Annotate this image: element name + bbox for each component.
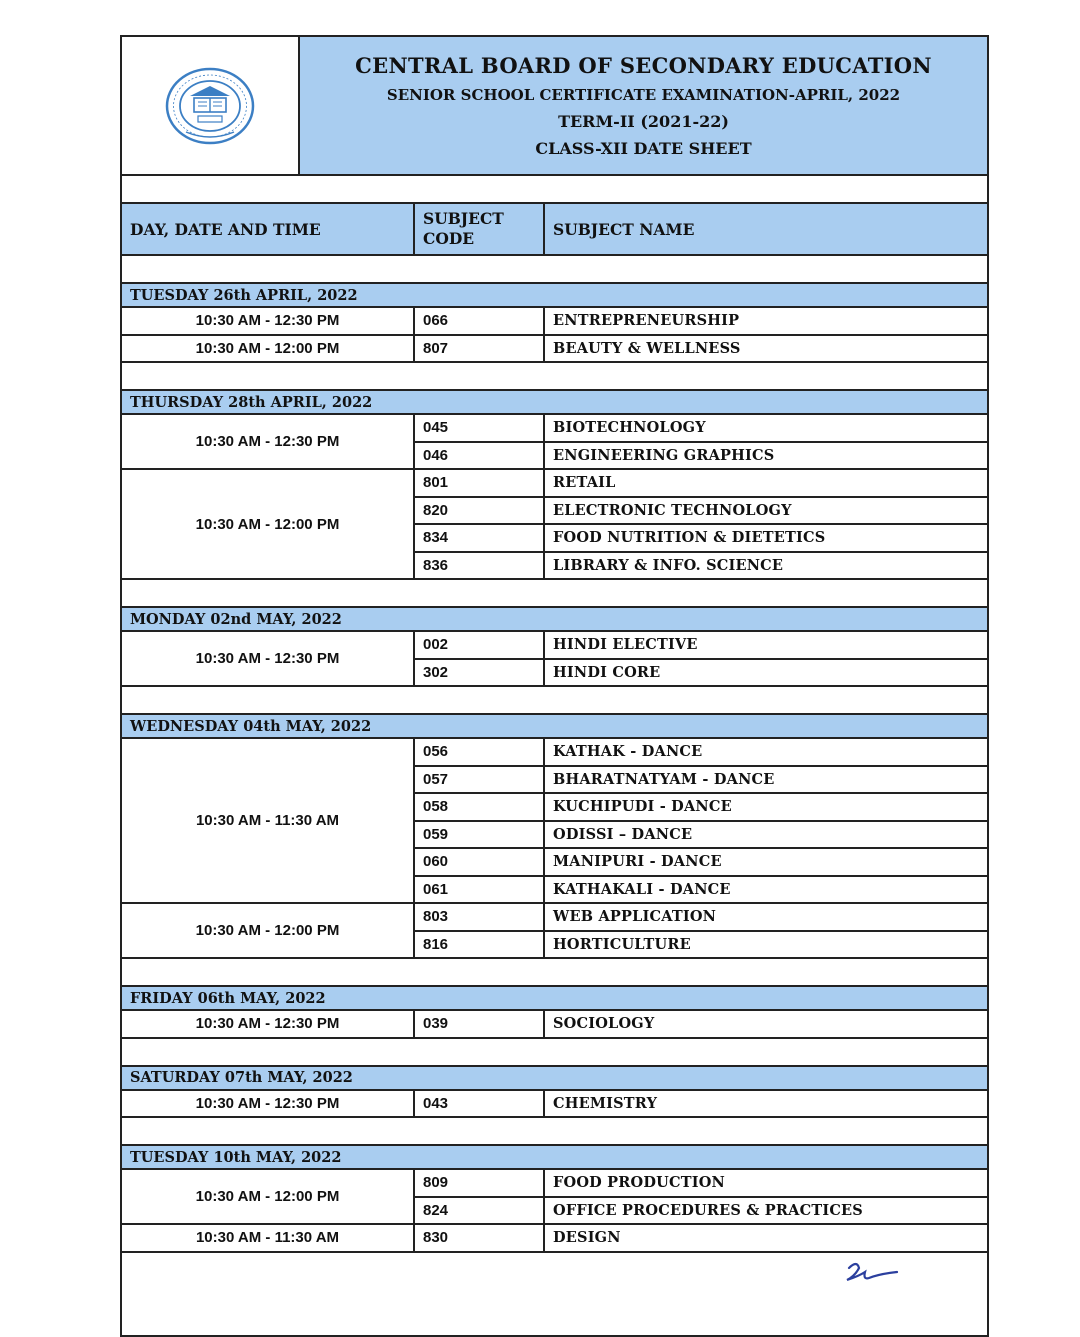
day-header-row: WEDNESDAY 04th MAY, 2022 <box>122 715 987 739</box>
subject-code: 066 <box>415 308 545 334</box>
table-row <box>415 930 987 958</box>
time-group <box>122 415 987 470</box>
subject-name: KATHAK - DANCE <box>553 743 703 761</box>
header <box>122 37 987 176</box>
subject-code: 830 <box>415 1225 545 1251</box>
sheet-title: CLASS-XII DATE SHEET <box>535 139 752 158</box>
time-group <box>122 739 987 904</box>
cbse-emblem-logo <box>164 66 256 146</box>
table-row <box>415 308 987 334</box>
table-row <box>415 658 987 686</box>
exam-time: 10:30 AM - 11:30 AM <box>122 1225 415 1251</box>
subject-name: HINDI CORE <box>553 663 661 681</box>
subject-code: 002 <box>415 632 545 658</box>
spacer-row <box>122 580 987 608</box>
subject-code: 809 <box>415 1170 545 1196</box>
column-header-name: SUBJECT NAME <box>553 219 695 239</box>
exam-time: 10:30 AM - 12:30 PM <box>122 632 415 685</box>
subject-name: ODISSI – DANCE <box>553 825 693 843</box>
table-row <box>415 1091 987 1117</box>
subject-code: 816 <box>415 932 545 958</box>
subject-code: 836 <box>415 553 545 579</box>
subject-name: ENGINEERING GRAPHICS <box>553 446 775 464</box>
subject-name: KUCHIPUDI - DANCE <box>553 798 732 816</box>
subject-name: ENTREPRENEURSHIP <box>553 312 740 330</box>
spacer-row <box>122 363 987 391</box>
table-row <box>415 904 987 930</box>
subject-name: HINDI ELECTIVE <box>553 636 698 654</box>
column-header-day: DAY, DATE AND TIME <box>122 204 415 254</box>
time-group <box>122 336 987 364</box>
table-row <box>415 415 987 441</box>
subject-list <box>415 1011 987 1037</box>
subject-name: LIBRARY & INFO. SCIENCE <box>553 556 784 574</box>
time-group <box>122 1011 987 1039</box>
subject-list <box>415 1225 987 1251</box>
subject-name: DESIGN <box>553 1229 621 1247</box>
subject-name: OFFICE PROCEDURES & PRACTICES <box>553 1201 863 1219</box>
spacer-row <box>122 959 987 987</box>
column-header-row <box>122 204 987 256</box>
exam-time: 10:30 AM - 12:00 PM <box>122 904 415 957</box>
exam-time: 10:30 AM - 12:30 PM <box>122 308 415 334</box>
subject-name: BEAUTY & WELLNESS <box>553 339 741 357</box>
spacer-row <box>122 1118 987 1146</box>
subject-name: SOCIOLOGY <box>553 1015 655 1033</box>
table-row <box>415 820 987 848</box>
subject-code: 803 <box>415 904 545 930</box>
date-sheet <box>120 35 989 1337</box>
subject-list <box>415 739 987 902</box>
table-row <box>415 765 987 793</box>
time-group <box>122 904 987 959</box>
table-row <box>415 551 987 579</box>
table-row <box>415 847 987 875</box>
table-row <box>415 739 987 765</box>
subject-list <box>415 1091 987 1117</box>
term-title: TERM-II (2021-22) <box>558 112 729 131</box>
subject-code: 061 <box>415 877 545 903</box>
logo-cell <box>122 37 300 174</box>
table-row <box>415 1196 987 1224</box>
subject-code: 807 <box>415 336 545 362</box>
title-block <box>300 37 987 174</box>
exam-time: 10:30 AM - 12:30 PM <box>122 415 415 468</box>
time-group <box>122 470 987 580</box>
subject-code: 058 <box>415 794 545 820</box>
subject-name: FOOD PRODUCTION <box>553 1174 725 1192</box>
exam-title: SENIOR SCHOOL CERTIFICATE EXAMINATION-APRIL, 2022 <box>386 86 901 104</box>
subject-list <box>415 336 987 362</box>
spacer-row <box>122 687 987 715</box>
subject-code: 043 <box>415 1091 545 1117</box>
table-row <box>415 1011 987 1037</box>
subject-code: 060 <box>415 849 545 875</box>
subject-name: BIOTECHNOLOGY <box>553 419 706 437</box>
subject-name: WEB APPLICATION <box>553 908 717 926</box>
exam-time: 10:30 AM - 11:30 AM <box>122 739 415 902</box>
subject-list <box>415 632 987 685</box>
day-header-row: MONDAY 02nd MAY, 2022 <box>122 608 987 632</box>
exam-time: 10:30 AM - 12:30 PM <box>122 1011 415 1037</box>
day-header-row: SATURDAY 07th MAY, 2022 <box>122 1067 987 1091</box>
table-row <box>415 632 987 658</box>
subject-code: 302 <box>415 660 545 686</box>
spacer-row <box>122 176 987 204</box>
subject-code: 834 <box>415 525 545 551</box>
subject-name: CHEMISTRY <box>553 1094 658 1112</box>
subject-name: KATHAKALI - DANCE <box>553 880 731 898</box>
board-title: CENTRAL BOARD OF SECONDARY EDUCATION <box>355 53 932 78</box>
table-row <box>415 1225 987 1251</box>
subject-code: 820 <box>415 498 545 524</box>
subject-code: 801 <box>415 470 545 496</box>
exam-time: 10:30 AM - 12:00 PM <box>122 336 415 362</box>
table-row <box>415 523 987 551</box>
table-row <box>415 441 987 469</box>
exam-time: 10:30 AM - 12:00 PM <box>122 1170 415 1223</box>
exam-time: 10:30 AM - 12:00 PM <box>122 470 415 578</box>
subject-name: BHARATNATYAM - DANCE <box>553 770 775 788</box>
table-row <box>415 1170 987 1196</box>
subject-code: 056 <box>415 739 545 765</box>
table-row <box>415 496 987 524</box>
day-header-row: TUESDAY 10th MAY, 2022 <box>122 1146 987 1170</box>
spacer-row <box>122 1039 987 1067</box>
table-row <box>415 875 987 903</box>
subject-list <box>415 904 987 957</box>
subject-code: 057 <box>415 767 545 793</box>
subject-code: 045 <box>415 415 545 441</box>
time-group <box>122 308 987 336</box>
day-header-row: FRIDAY 06th MAY, 2022 <box>122 987 987 1011</box>
subject-code: 039 <box>415 1011 545 1037</box>
handwritten-signature <box>843 1258 903 1288</box>
subject-name: MANIPURI - DANCE <box>553 853 722 871</box>
table-row <box>415 470 987 496</box>
subject-code: 824 <box>415 1198 545 1224</box>
subject-name: HORTICULTURE <box>553 935 691 953</box>
time-group <box>122 632 987 687</box>
spacer-row <box>122 256 987 284</box>
subject-name: FOOD NUTRITION & DIETETICS <box>553 529 826 547</box>
subject-list <box>415 415 987 468</box>
subject-name: ELECTRONIC TECHNOLOGY <box>553 501 792 519</box>
time-group <box>122 1225 987 1253</box>
subject-list <box>415 470 987 578</box>
day-header-row: THURSDAY 28th APRIL, 2022 <box>122 391 987 415</box>
table-row <box>415 336 987 362</box>
subject-name: RETAIL <box>553 474 616 492</box>
table-row <box>415 792 987 820</box>
subject-list <box>415 1170 987 1223</box>
day-header-row: TUESDAY 26th APRIL, 2022 <box>122 284 987 308</box>
subject-code: 046 <box>415 443 545 469</box>
subject-code: 059 <box>415 822 545 848</box>
column-header-code: SUBJECT CODE <box>415 204 545 254</box>
schedule-body <box>122 256 987 1253</box>
time-group <box>122 1091 987 1119</box>
time-group <box>122 1170 987 1225</box>
exam-time: 10:30 AM - 12:30 PM <box>122 1091 415 1117</box>
subject-list <box>415 308 987 334</box>
